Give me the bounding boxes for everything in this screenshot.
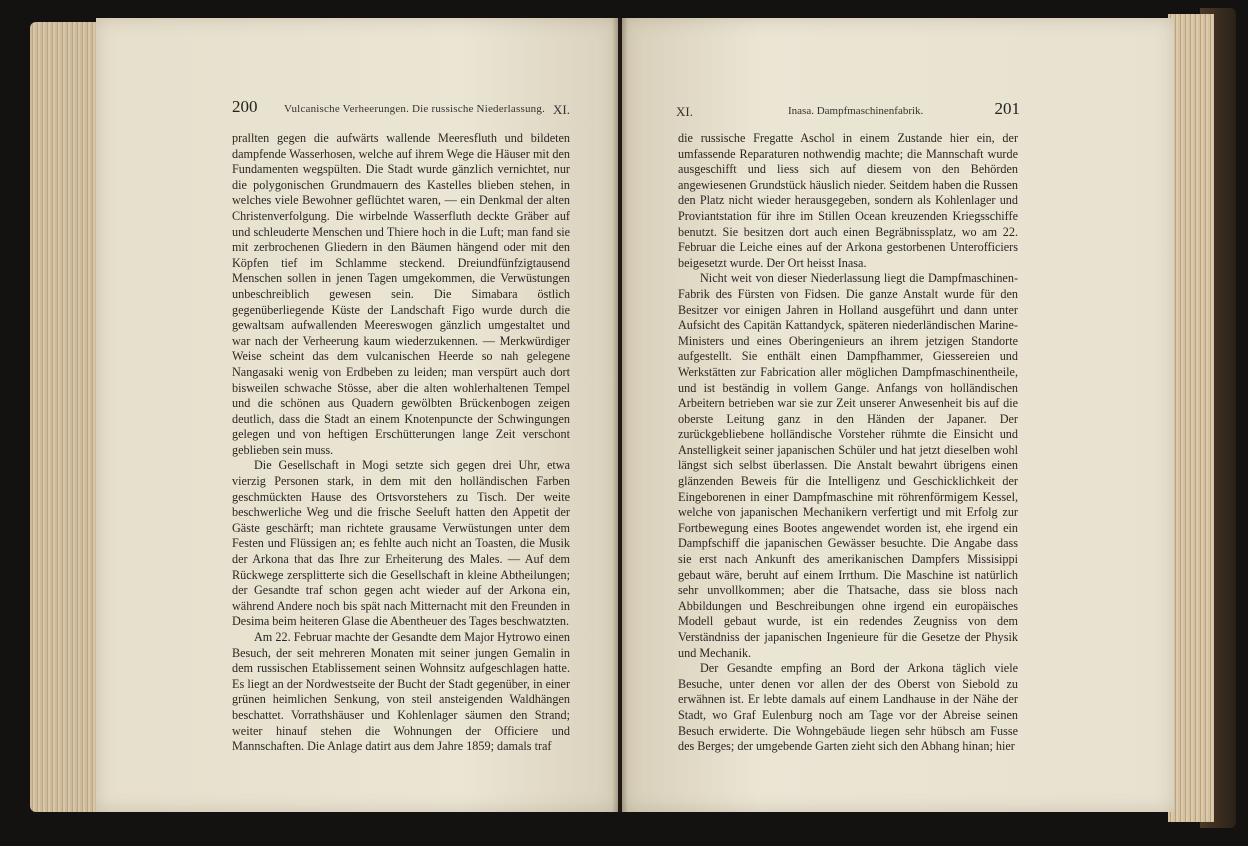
right-page-number: 201 xyxy=(994,99,1020,118)
right-running-head: Inasa. Dampfmaschinenfabrik. xyxy=(788,105,924,117)
page-edges-right xyxy=(1168,14,1214,822)
left-section-number: XI. xyxy=(553,102,570,117)
right-page-body xyxy=(678,131,1018,755)
book-gutter xyxy=(612,18,628,812)
right-paragraph-1: die russische Fregatte Aschol in einem Zustande hier ein, der umfassende Reparaturen nothwendig machte; die Mannschaft wurde ausgeschifft und liess sich auf diesem von den Behörden angewiesenen Grundstück häuslich nieder. Seitdem haben die Russen den Platz nicht wieder herausgegeben, sondern als Kohlenlager und Proviantstation für ihre im Stillen Ocean kreuzenden Kriegsschiffe benutzt. Sie besitzen dort auch einen Begräbnissplatz, wo am 22. Februar die Leiche eines auf der Arkona gestorbenen Unterofficiers beigesetzt wurde. Der Ort heisst Inasa. xyxy=(678,131,1018,270)
left-page-body xyxy=(232,131,570,755)
left-paragraph-3: Am 22. Februar machte der Gesandte dem Major Hytrowo einen Besuch, der seit mehreren Monaten mit seiner jungen Gemalin in dem russischen Etablissement seinen Wohnsitz aufgeschlagen hatte. Es liegt an der Nordwestseite der Bucht der Stadt gegenüber, in einer grünen heimlichen Senkung, von steil ansteigenden Waldhängen beschattet. Vorrathshäuser und Kohlenlager säumen den Strand; weiter hinauf stehen die Wohnungen der Officiere und Mannschaften. Die Anlage datirt aus dem Jahre 1859; damals traf xyxy=(232,630,570,754)
right-paragraph-2: Nicht weit von dieser Niederlassung liegt die Dampfmaschinen-Fabrik des Fürsten von Fidsen. Die ganze Anstalt wurde für den Besitzer vor einigen Jahren in Holland ausgeführt und dann unter Aufsicht des Capitän Kattandyck, späteren niederländischen Marine-Ministers und eines Oberingenieurs an ihrem jetzigen Standorte aufgestellt. Sie enthält einen Dampfhammer, Giessereien und Werkstätten zur Fabrication aller möglichen Dampfmaschinentheile, und ist beständig in vollem Gange. Anfangs von holländischen Arbeitern betrieben war sie zur Zeit unserer Anwesenheit bis auf die oberste Leitung ganz in den Händen der Japaner. Der zurückgebliebene holländische Vorsteher rühmte die Einsicht und Anstelligkeit seiner japanischen Schüler und hat jetzt dieselben wohl längst sich selbst überlassen. Die Anstalt bewahrt übrigens einen glänzenden Beweis für die Intelligenz und Geschicklichkeit der Eingeborenen in einer Dampfmaschine mit röhrenförmigem Kessel, welche von japanischen Mechanikern verfertigt und mit Erfolg zur Fortbewegung eines Bootes angewendet worden ist, ehe irgend ein Dampfschiff die japanischen Gewässer besuchte. Die Angabe dass sie erst nach Ankunft des amerikanischen Dampfers Missisippi gebaut wäre, beruht auf einem Irrthum. Die Maschine ist natürlich sehr unvollkommen; aber die Thatsache, dass sie bloss nach Abbildungen und Beschreibungen ohne irgend ein europäisches Modell gebaut wurde, ist ein redendes Zeugniss von dem Verständniss der japanischen Ingenieure für die Gesetze der Physik und Mechanik. xyxy=(678,271,1018,660)
left-running-head: Vulcanische Verheerungen. Die russische Niederlassung. xyxy=(284,103,546,115)
left-paragraph-2: Die Gesellschaft in Mogi setzte sich gegen drei Uhr, etwa vierzig Personen stark, in dem mit den holländischen Farben geschmückten Hause des Ortsvorstehers zu Tisch. Der weite beschwerliche Weg und die frische Seeluft hatten den Appetit der Gäste geschärft; man richtete grausame Verwüstungen unter dem Festen und Flüssigen an; es fehlte auch nicht an Toasten, die Musik der Arkona that das Ihre zur Erheiterung des Males. — Auf dem Rückwege zersplitterte sich die Gesellschaft in kleine Abtheilungen; der Gesandte traf schon gegen acht wieder auf der Arkona ein, während Andere noch bis spät nach Mitternacht mit den Freunden in Desima beim heiteren Glase die Abentheuer des Tages beschwatzten. xyxy=(232,458,570,629)
page-edges-left xyxy=(30,22,102,812)
left-page-number: 200 xyxy=(232,97,258,116)
right-section-number: XI. xyxy=(676,104,693,119)
left-paragraph-1: prallten gegen die aufwärts wallende Meeresfluth und bildeten dampfende Wasserhosen, welche auf ihrem Wege die Häuser mit den Fundamenten wegspülten. Die Stadt wurde gänzlich vernichtet, nur die polygonischen Grundmauern des Kastelles blieben stehen, in welches viele Bewohner geflüchtet waren, — ein Denkmal der alten Christenverfolgung. Die wirbelnde Wasserfluth deckte Gräber auf und schleuderte Menschen und Thiere hoch in die Luft; man fand sie mit zerbrochenen Gliedern in den Bäumen hängend oder mit den Köpfen tief im Schlamme steckend. Dreiundfünfzigtausend Menschen sollen in jenen Tagen umgekommen, die Verwüstungen unbeschreiblich gewesen sein. Die Simabara östlich gegenüberliegende Küste der Landschaft Figo wurde durch die gewaltsam aufwallenden Meereswogen gänzlich umgestaltet und war nach der Verheerung kaum wiederzukennen. — Merkwürdiger Weise scheint das dem vulcanischen Heerde so nah gelegene Nangasaki wenig von Erdbeben zu leiden; man verspürt auch dort bisweilen schwache Stösse, aber die alten wohlerhaltenen Tempel und die schönen aus Quadern gewölbten Brückenbogen zeigen deutlich, dass die Stadt an einem Knotenpuncte der Schwingungen gelegen und von heftigen Erschütterungen lange Zeit verschont geblieben sein muss. xyxy=(232,131,570,457)
right-paragraph-3: Der Gesandte empfing an Bord der Arkona täglich viele Besuche, unter denen vor allen der des Oberst von Siebold zu erwähnen ist. Er lebte damals auf einem Landhause in der Nähe der Stadt, wo Graf Eulenburg noch am Tage vor der Abreise seinen Besuch erwiderte. Die Wohngebäude liegen sehr hübsch am Fusse des Berges; der umgebende Garten zieht sich den Abhang hinan; hier xyxy=(678,661,1018,754)
